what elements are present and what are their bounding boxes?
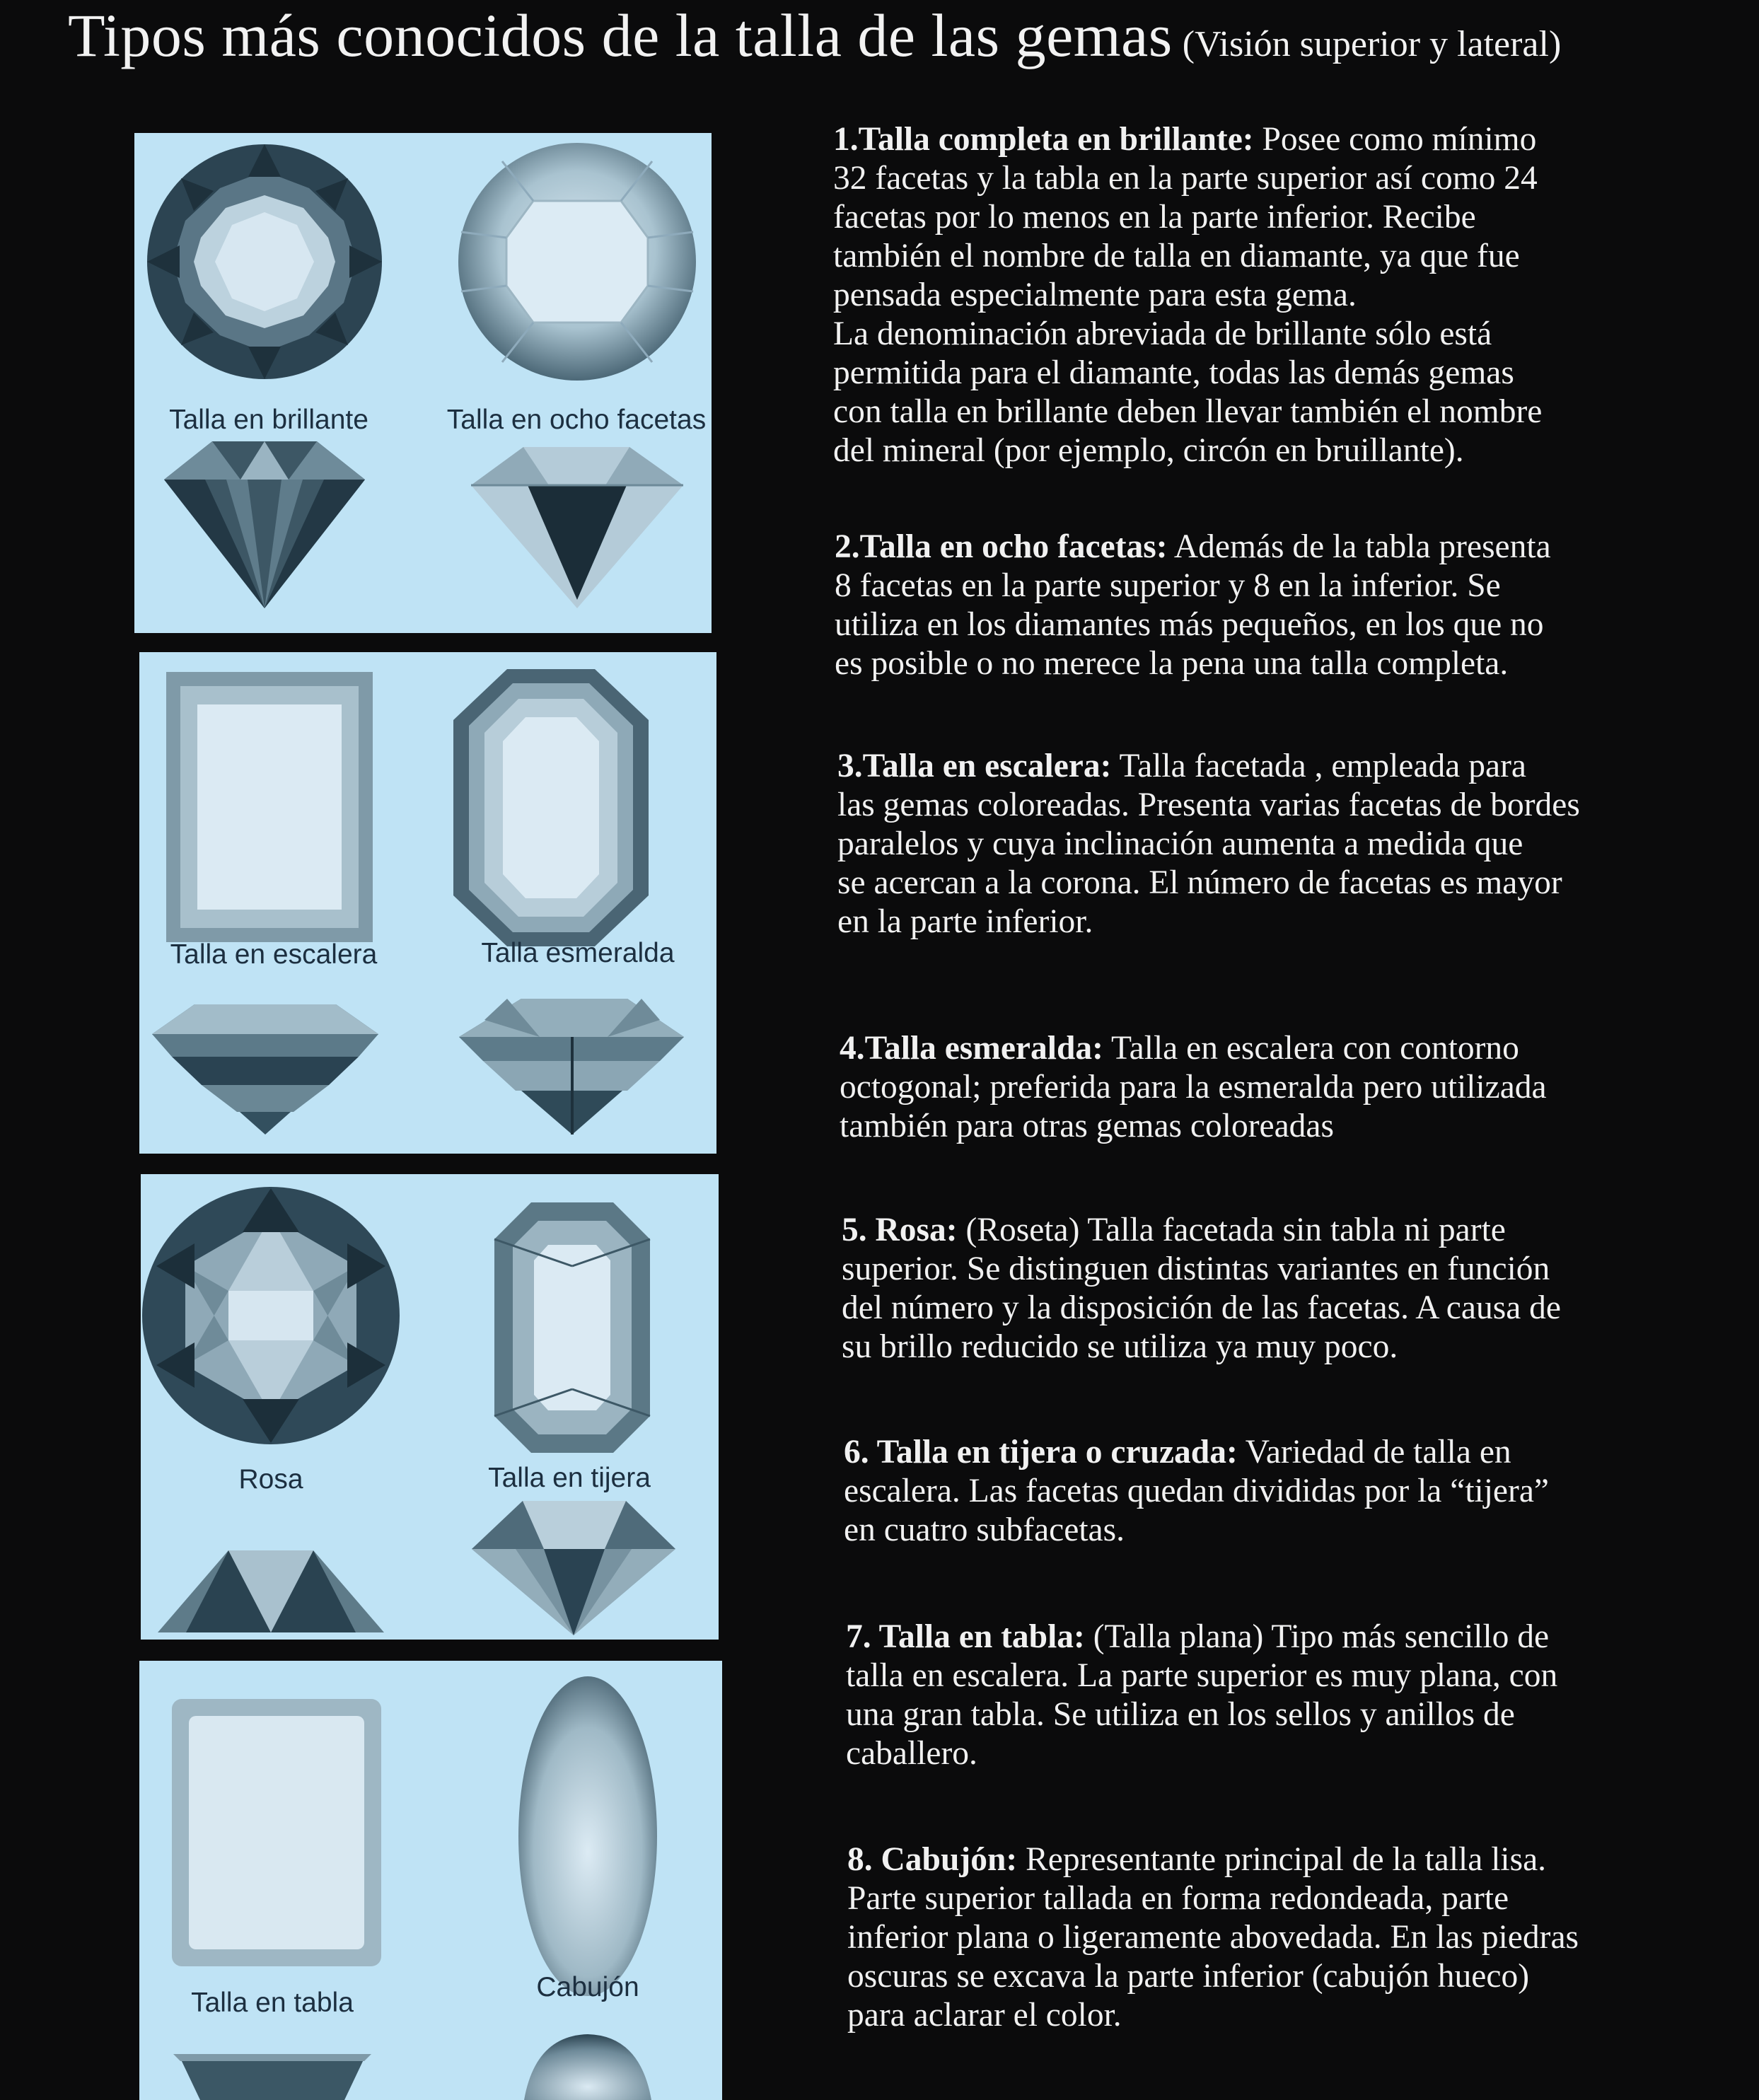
- eight-cut-top-view: [458, 143, 696, 381]
- description-line: también para otras gemas coloreadas: [840, 1108, 1335, 1144]
- gem-drawings-panel-1: [134, 133, 712, 633]
- description-line: Talla facetada , empleada para: [1119, 748, 1526, 784]
- gem-drawings-panel-3: [141, 1174, 719, 1640]
- caption-brilliant-cut: Talla en brillante: [169, 405, 368, 435]
- description-line: inferior plana o ligeramente abovedada. En las piedras: [847, 1919, 1579, 1956]
- gem-panel-rosa-tijera: [141, 1174, 719, 1640]
- title-main: Tipos más conocidos de la talla de las gemas: [68, 1, 1173, 69]
- description-line: con talla en brillante deben llevar también el nombre: [833, 393, 1543, 430]
- description-line: paralelos y cuya inclinación aumenta a medida que: [837, 825, 1523, 862]
- description-heading: 8. Cabujón:: [847, 1841, 1018, 1878]
- cabochon-side-view: [524, 2034, 651, 2100]
- description-line: facetas por lo menos en la parte inferior. Recibe: [833, 199, 1476, 236]
- description-line: también el nombre de talla en diamante, ya que fue: [833, 238, 1520, 274]
- description-line: las gemas coloreadas. Presenta varias facetas de bordes: [837, 787, 1580, 823]
- description-line: Además de la tabla presenta: [1173, 528, 1551, 565]
- page-title: [68, 0, 1561, 78]
- description-line: octogonal; preferida para la esmeralda pero utilizada: [840, 1069, 1547, 1106]
- caption-scissors-cut: Talla en tijera: [488, 1463, 651, 1493]
- description-line: Variedad de talla en: [1245, 1434, 1511, 1470]
- emerald-cut-side-view: [459, 999, 684, 1135]
- description-step-cut: [837, 747, 1693, 941]
- description-table-cut: [846, 1618, 1702, 1773]
- caption-rose-cut: Rosa: [238, 1464, 303, 1495]
- caption-emerald-cut: Talla esmeralda: [481, 938, 675, 968]
- description-line: en cuatro subfacetas.: [844, 1512, 1125, 1548]
- description-scissors-cut: [844, 1433, 1700, 1550]
- description-eight-cut: [835, 528, 1690, 683]
- gem-panel-tabla-cabujon: [139, 1661, 722, 2100]
- description-line: talla en escalera. La parte superior es muy plana, con: [846, 1657, 1558, 1694]
- description-line: superior. Se distinguen distintas variantes en función: [842, 1251, 1550, 1287]
- description-line: escalera. Las facetas quedan divididas por la “tijera”: [844, 1473, 1549, 1509]
- description-line: Posee como mínimo: [1262, 121, 1537, 158]
- rose-cut-top-view: [142, 1187, 400, 1444]
- scissors-cut-side-view: [472, 1501, 675, 1635]
- description-brilliant-cut: [833, 120, 1689, 470]
- caption-eight-cut: Talla en ocho facetas: [446, 405, 707, 435]
- description-heading: 2.Talla en ocho facetas:: [835, 528, 1168, 565]
- description-emerald-cut: [840, 1029, 1695, 1146]
- description-heading: 1.Talla completa en brillante:: [833, 121, 1254, 158]
- description-heading: 6. Talla en tijera o cruzada:: [844, 1434, 1238, 1470]
- description-heading: 7. Talla en tabla:: [846, 1618, 1085, 1655]
- gem-drawings-panel-4: [139, 1661, 722, 2100]
- table-cut-top-view: [172, 1699, 381, 1966]
- description-line: se acercan a la corona. El número de facetas es mayor: [837, 864, 1562, 901]
- description-line: es posible o no merece la pena una talla completa.: [835, 645, 1509, 682]
- description-rose-cut: [842, 1211, 1697, 1367]
- description-line: pensada especialmente para esta gema.: [833, 277, 1357, 313]
- gem-drawings-panel-2: [139, 652, 716, 1154]
- caption-cabochon: Cabujón: [536, 1972, 639, 2002]
- scissors-cut-top-view: [494, 1202, 650, 1453]
- description-heading: 4.Talla esmeralda:: [840, 1030, 1103, 1067]
- description-line: La denominación abreviada de brillante sólo está: [833, 315, 1492, 352]
- description-cabochon: [847, 1840, 1703, 2035]
- description-line: (Talla plana) Tipo más sencillo de: [1093, 1618, 1550, 1655]
- gem-panel-brillante-ocho: [134, 133, 712, 633]
- rose-cut-side-view: [158, 1550, 384, 1632]
- description-line: del mineral (por ejemplo, circón en bruillante).: [833, 432, 1464, 469]
- description-line: permitida para el diamante, todas las demás gemas: [833, 354, 1514, 391]
- gem-panel-escalera-esmeralda: [139, 652, 716, 1154]
- description-line: caballero.: [846, 1735, 977, 1772]
- caption-table-cut: Talla en tabla: [191, 1988, 354, 2018]
- table-cut-side-view: [173, 2054, 371, 2100]
- description-line: para aclarar el color.: [847, 1997, 1122, 2034]
- caption-step-cut: Talla en escalera: [170, 939, 378, 970]
- description-line: Representante principal de la talla lisa.: [1026, 1841, 1547, 1878]
- brilliant-side-view: [164, 441, 365, 608]
- brilliant-top-view: [147, 144, 382, 379]
- description-line: oscuras se excava la parte inferior (cabujón hueco): [847, 1958, 1530, 1995]
- emerald-cut-top-view: [453, 669, 649, 946]
- step-cut-side-view: [152, 1004, 378, 1135]
- step-cut-top-view: [166, 672, 373, 942]
- description-heading: 3.Talla en escalera:: [837, 748, 1112, 784]
- description-line: su brillo reducido se utiliza ya muy poco.: [842, 1328, 1398, 1365]
- description-line: 8 facetas en la parte superior y 8 en la inferior. Se: [835, 567, 1501, 604]
- description-line: (Roseta) Talla facetada sin tabla ni parte: [965, 1212, 1506, 1248]
- description-heading: 5. Rosa:: [842, 1212, 958, 1248]
- description-line: Parte superior tallada en forma redondeada, parte: [847, 1880, 1509, 1917]
- eight-cut-side-view: [471, 447, 683, 608]
- description-line: utiliza en los diamantes más pequeños, en los que no: [835, 606, 1544, 643]
- description-line: 32 facetas y la tabla en la parte superior así como 24: [833, 160, 1538, 197]
- cabochon-top-view: [518, 1676, 657, 1996]
- description-line: del número y la disposición de las facetas. A causa de: [842, 1289, 1561, 1326]
- description-line: en la parte inferior.: [837, 903, 1093, 940]
- description-line: Talla en escalera con contorno: [1110, 1030, 1519, 1067]
- title-subtitle: (Visión superior y lateral): [1182, 24, 1562, 64]
- description-line: una gran tabla. Se utiliza en los sellos y anillos de: [846, 1696, 1515, 1733]
